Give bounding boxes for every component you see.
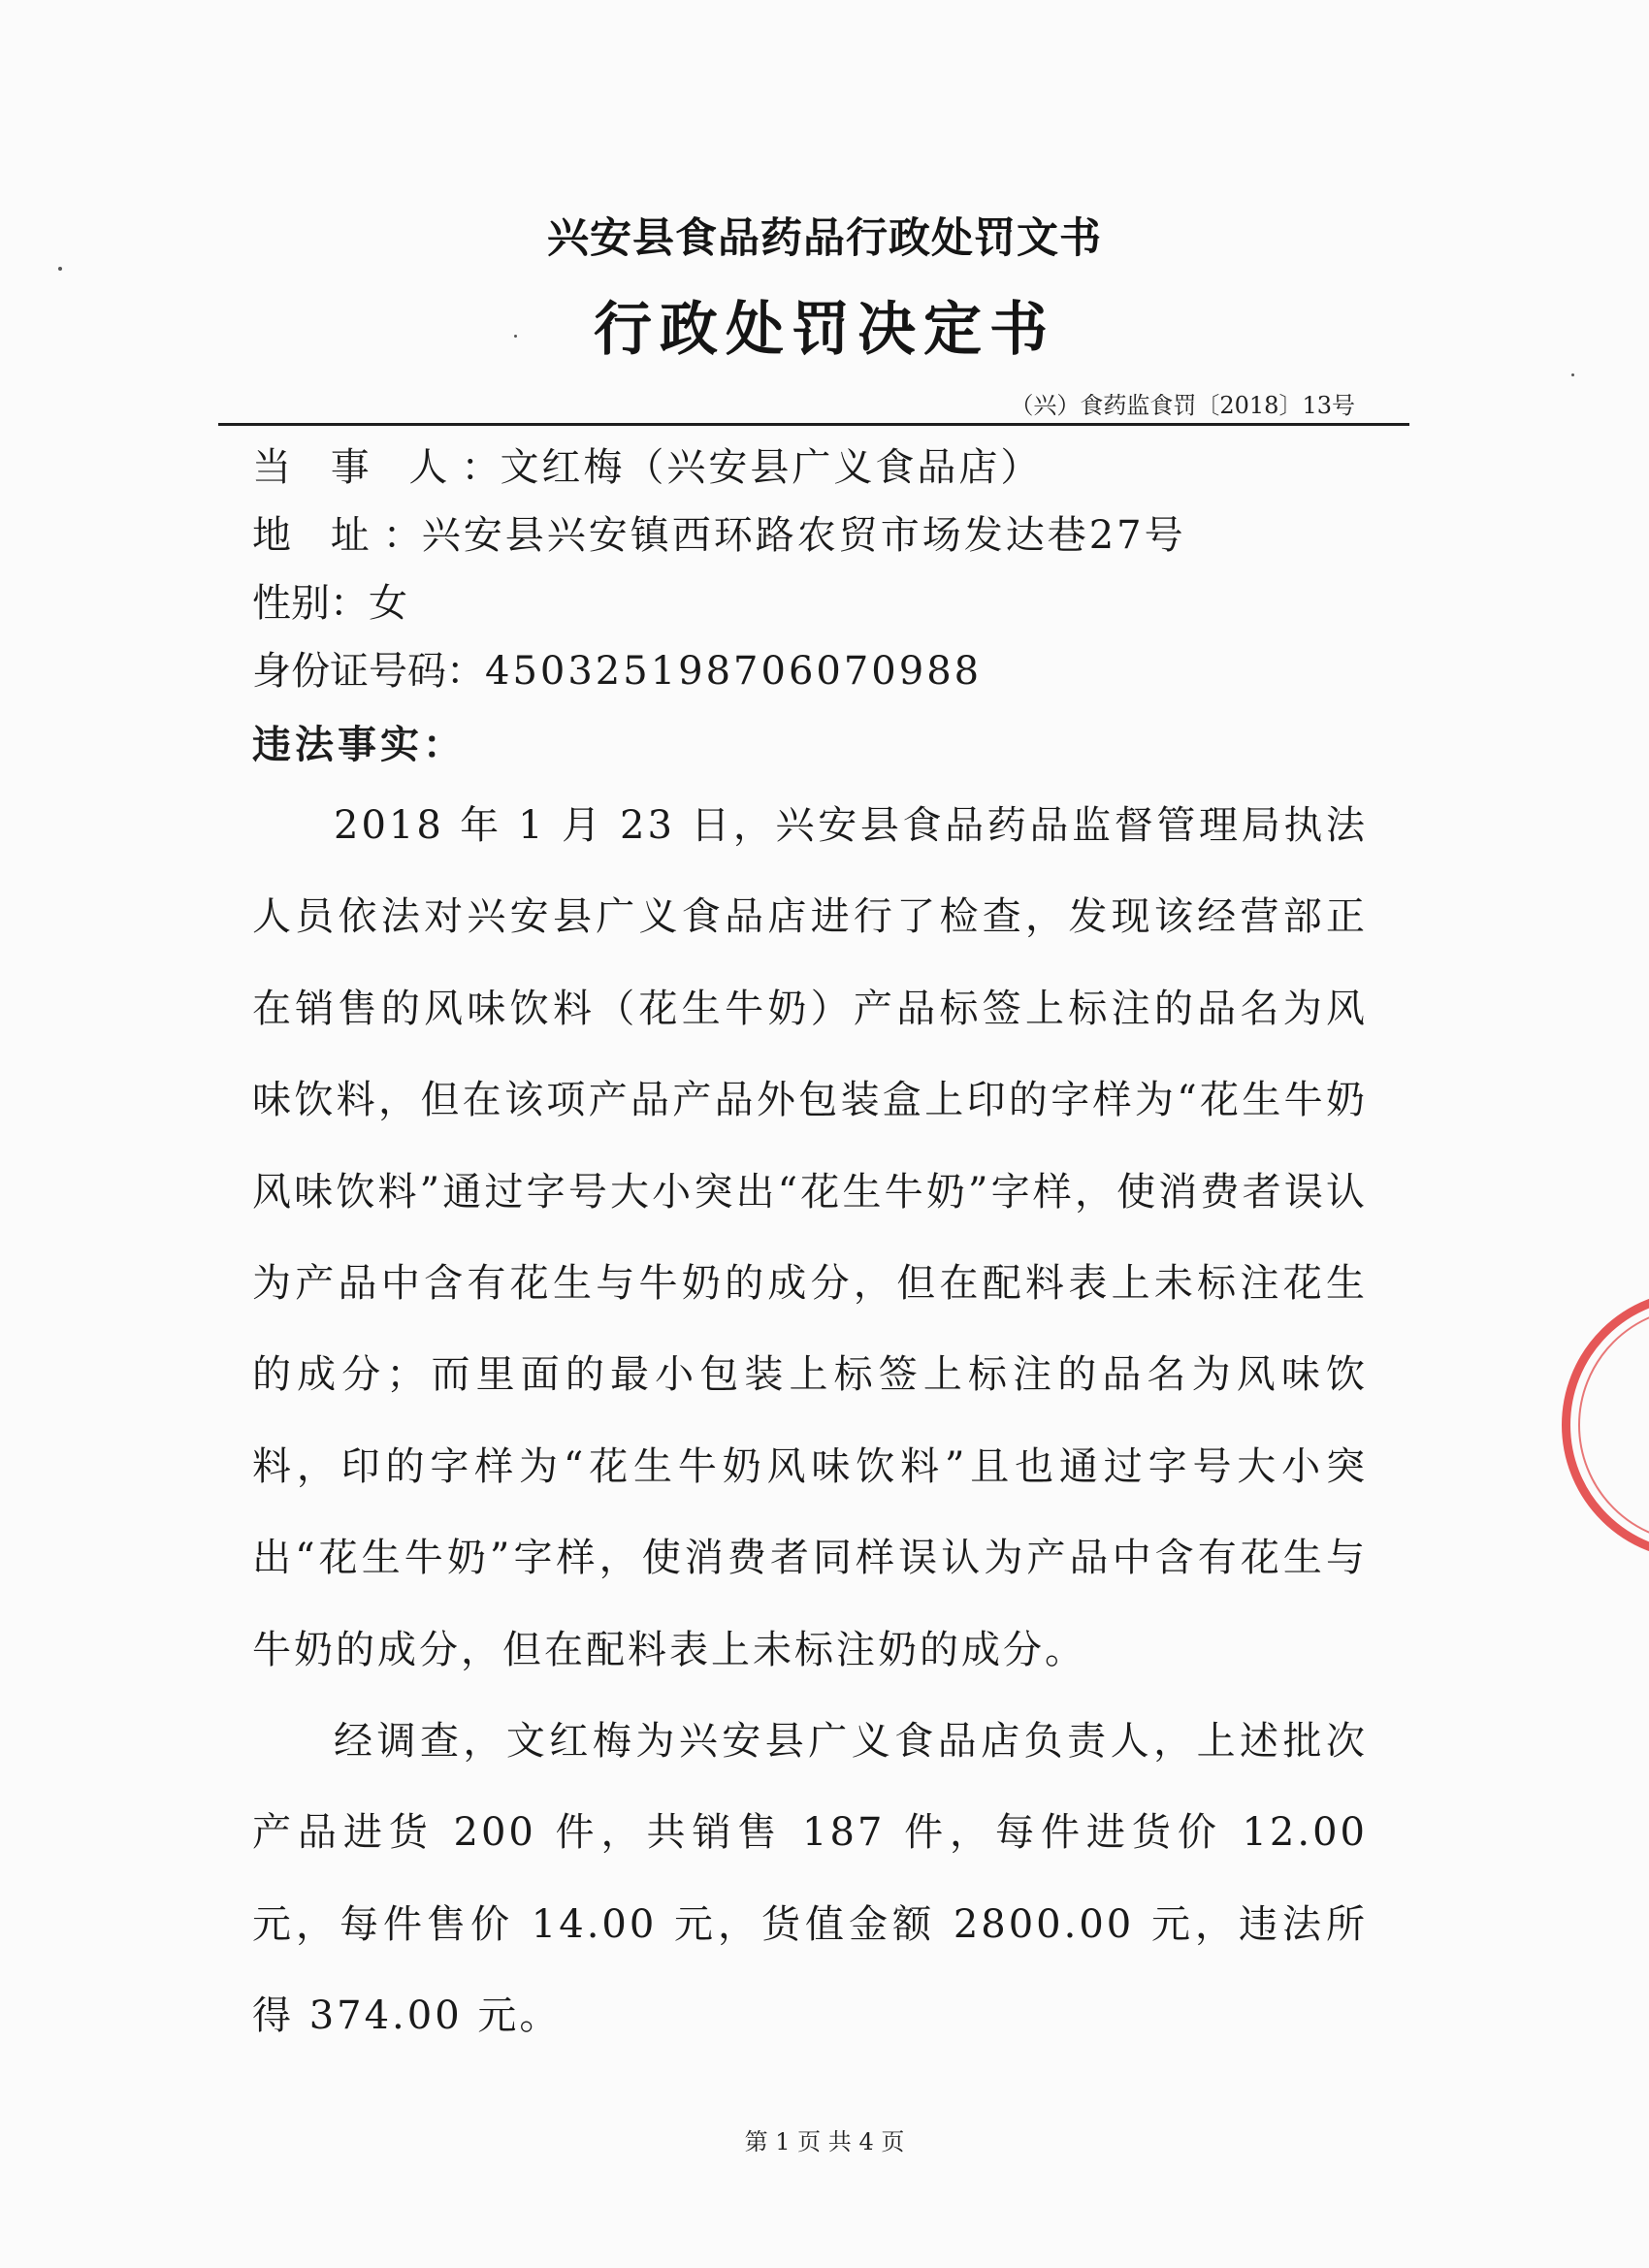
- violation-heading: 违法事实：: [252, 723, 466, 767]
- label-colon: ：: [446, 649, 485, 694]
- party-gender-label: 性别: [252, 581, 330, 626]
- document-title-main: 兴安县食品药品行政处罚文书: [547, 214, 1102, 263]
- party-name-line: [252, 444, 1042, 491]
- document-title-sub: 行政处罚决定书: [594, 296, 1055, 364]
- label-colon: ：: [382, 513, 422, 558]
- label-colon: ：: [330, 581, 369, 626]
- page-number-footer: 第 1 页 共 4 页: [744, 2128, 905, 2155]
- party-id-value: 450325198706070988: [485, 649, 983, 694]
- party-id-line: [252, 648, 982, 695]
- header-divider: [218, 423, 1409, 426]
- scan-speck: [1571, 373, 1574, 376]
- party-gender-line: [252, 580, 410, 627]
- official-red-seal: [1562, 1290, 1649, 1560]
- violation-paragraph-1: 2018 年 1 月 23 日，兴安县食品药品监督管理局执法人员依法对兴安县广义食品店进行了检查，发现该经营部正在销售的风味饮料（花生牛奶）产品标签上标注的品名为风味饮料，但在该项产品产品外包装盒上印的字样为“花生牛奶风味饮料”通过字号大小突出“花生牛奶”字样，使消费者误认为产品中含有花生与牛奶的成分，但在配料表上未标注花生的成分；而里面的最小包装上标签上标注的品名为风味饮料，印的字样为“花生牛奶风味饮料”且也通过字号大小突出“花生牛奶”字样，使消费者同样误认为产品中含有花生与牛奶的成分，但在配料表上未标注奶的成分。: [252, 803, 1368, 1672]
- party-id-label: 身份证号码: [252, 649, 446, 694]
- party-address-line: [252, 512, 1186, 559]
- party-gender-value: 女: [369, 581, 410, 626]
- scan-speck: [58, 267, 62, 271]
- party-name-value: 文红梅（兴安县广义食品店）: [500, 445, 1043, 490]
- party-name-label: 当 事 人: [252, 445, 462, 490]
- violation-paragraph-2: 经调查，文红梅为兴安县广义食品店负责人，上述批次产品进货 200 件，共销售 187 件，每件进货价 12.00 元，每件售价 14.00 元，货值金额 2800.00 元，违法所得 374.00 元。: [252, 1719, 1368, 2039]
- party-address-label: 地 址: [252, 513, 383, 558]
- label-colon: ：: [461, 445, 501, 490]
- seal-inner-ring: [1578, 1307, 1649, 1543]
- party-address-value: 兴安县兴安镇西环路农贸市场发达巷27号: [421, 513, 1186, 558]
- document-number: （兴）食药监食罚〔2018〕13号: [1010, 392, 1355, 419]
